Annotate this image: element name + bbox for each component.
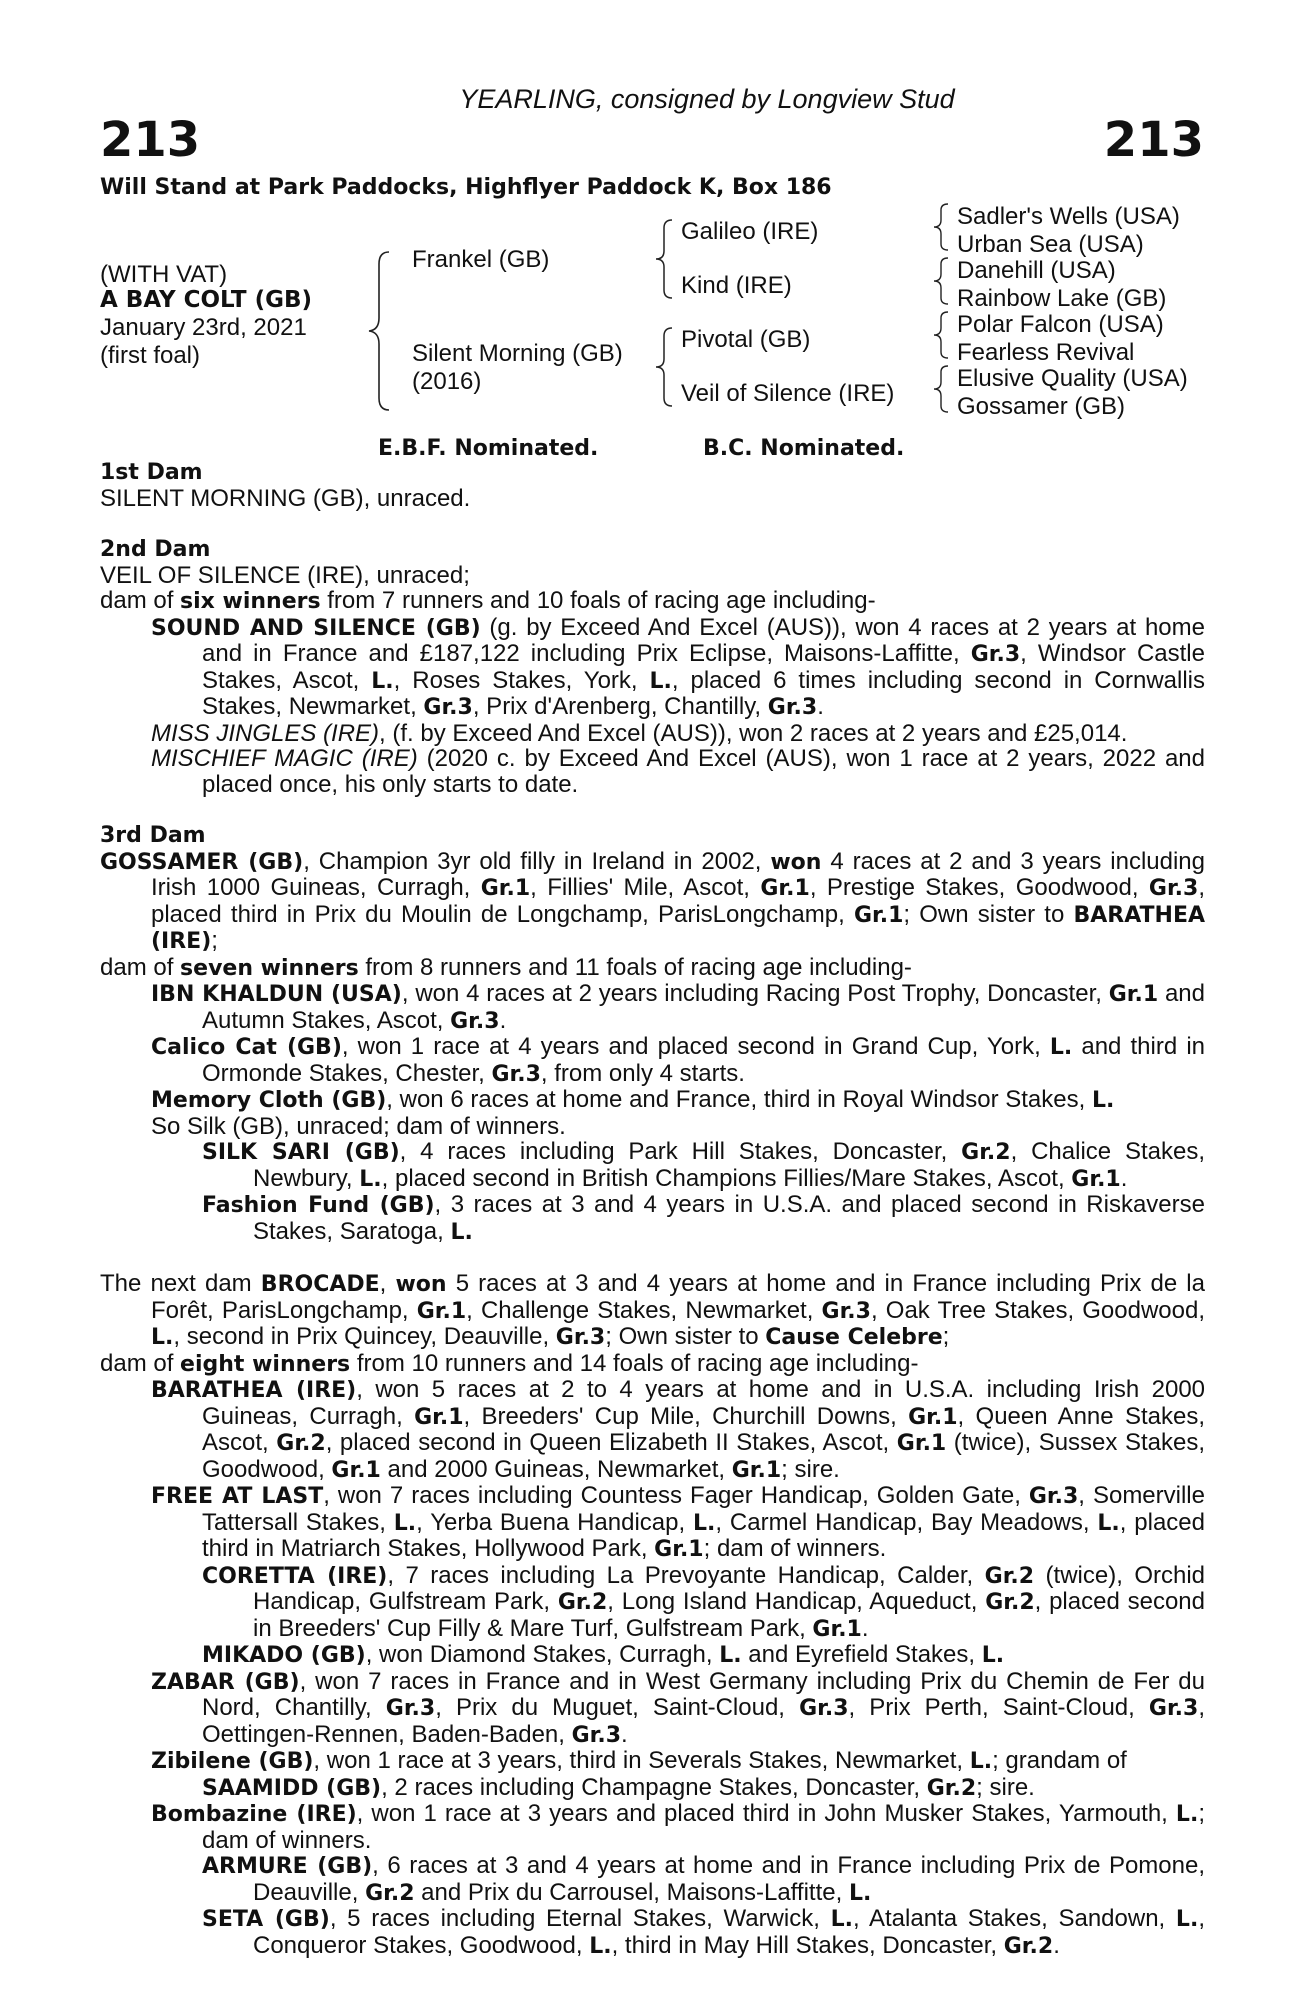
pedigree-brace-sire — [652, 218, 676, 300]
first-dam-text: SILENT MORNING (GB), unraced. — [100, 484, 471, 512]
third-dam-entry: GOSSAMER (GB), Champion 3yr old filly in Ireland in 2002, won 4 races at 2 and 3 years including Irish 1000 Guineas, Curragh, Gr.1, Fillies' Mile, Ascot, Gr.1, Prestige Stakes, Goodwood, Gr.3, placed third in Prix du Moulin de Longchamp, ParisLongchamp, Gr.1; Own sister to BARATHEA (IRE); — [100, 847, 1206, 954]
second-dam-line1: VEIL OF SILENCE (IRE), unraced; — [100, 561, 470, 589]
produce-entry: FREE AT LAST, won 7 races including Countess Fager Handicap, Golden Gate, Gr.3, Somerville Tattersall Stakes, L., Yerba Buena Handicap, L., Carmel Handicap, Bay Meadows, L., placed third in Matriarch Stakes, Hollywood Park, Gr.1; dam of winners. — [151, 1482, 1206, 1562]
produce-entry: SOUND AND SILENCE (GB) (g. by Exceed And Excel (AUS)), won 4 races at 2 years at home and in France and £187,122 including Prix Eclipse, Maisons-Laffitte, Gr.3, Windsor Castle Stakes, Ascot, L., Roses Stakes, York, L., placed 6 times including second in Cornwallis Stakes, Newmarket, Gr.3, Prix d'Arenberg, Chantilly, Gr.3. — [151, 613, 1205, 720]
produce-entry: MISS JINGLES (IRE), (f. by Exceed And Excel (AUS)), won 2 races at 2 years and £25,014. — [151, 719, 1128, 747]
gg-ssd: Urban Sea (USA) — [957, 231, 1144, 258]
stand-location: Will Stand at Park Paddocks, Highflyer Paddock K, Box 186 — [100, 175, 832, 200]
sale-subtitle: YEARLING, consigned by Longview Stud — [459, 84, 955, 114]
produce-entry: MISCHIEF MAGIC (IRE) (2020 c. by Exceed And Excel (AUS), won 1 race at 2 years, 2022 and placed once, his only starts to date. — [151, 745, 1205, 798]
grandproduce-entry: SAAMIDD (GB), 2 races including Champagne Stakes, Doncaster, Gr.2; sire. — [202, 1773, 1035, 1801]
gg-dds: Elusive Quality (USA) — [957, 365, 1188, 392]
produce-entry: Bombazine (IRE), won 1 race at 3 years and placed third in John Musker Stakes, Yarmouth, L.; dam of winners. — [151, 1800, 1205, 1854]
produce-entry: IBN KHALDUN (USA), won 4 races at 2 years including Racing Post Trophy, Doncaster, Gr.1 and Autumn Stakes, Ascot, Gr.3. — [151, 980, 1205, 1034]
dam-name: Silent Morning (GB) — [412, 340, 623, 367]
gg-sdd: Rainbow Lake (GB) — [957, 285, 1167, 312]
produce-entry: So Silk (GB), unraced; dam of winners. — [151, 1112, 566, 1140]
produce-entry: BARATHEA (IRE), won 5 races at 2 to 4 years at home and in U.S.A. including Irish 2000 Guineas, Curragh, Gr.1, Breeders' Cup Mile, Churchill Downs, Gr.1, Queen Anne Stakes, Ascot, Gr.2, placed second in Queen Elizabeth II Stakes, Ascot, Gr.1 (twice), Sussex Stakes, Goodwood, Gr.1 and 2000 Guineas, Newmarket, Gr.1; sire. — [151, 1376, 1206, 1483]
grandproduce-entry: CORETTA (IRE), 7 races including La Prevoyante Handicap, Calder, Gr.2 (twice), Orchid Handicap, Gulfstream Park, Gr.2, Long Island Handicap, Aqueduct, Gr.2, placed second in Breeders' Cup Filly & Mare Turf, Gulfstream Park, Gr.1. — [202, 1561, 1206, 1642]
dam-dam: Veil of Silence (IRE) — [681, 380, 895, 407]
produce-entry: Zibilene (GB), won 1 race at 3 years, third in Severals Stakes, Newmarket, L.; grandam of — [151, 1747, 1127, 1774]
third-dam-heading: 3rd Dam — [100, 823, 206, 848]
grandproduce-entry: ARMURE (GB), 6 races at 3 and 4 years at home and in France including Prix de Pomone, Deauville, Gr.2 and Prix du Carrousel, Maisons-Laffitte, L. — [202, 1852, 1205, 1906]
dam-year: (2016) — [412, 368, 482, 395]
next-dam-produce-summary: dam of eight winners from 10 runners and 14 foals of racing age including- — [100, 1349, 919, 1377]
sire-dam: Kind (IRE) — [681, 272, 792, 299]
next-dam-entry: The next dam BROCADE, won 5 races at 3 and 4 years at home and in France including Prix de la Forêt, ParisLongchamp, Gr.1, Challenge Stakes, Newmarket, Gr.3, Oak Tree Stakes, Goodwood, L., second in Prix Quincey, Deauville, Gr.3; Own sister to Cause Celebre; — [100, 1270, 1206, 1350]
lot-number-left: 213 — [100, 112, 201, 168]
gg-sss: Sadler's Wells (USA) — [957, 203, 1180, 230]
produce-entry: Calico Cat (GB), won 1 race at 4 years and placed second in Grand Cup, York, L. and third in Ormonde Stakes, Chester, Gr.3, from only 4 starts. — [151, 1033, 1205, 1087]
second-dam-produce-summary: dam of six winners from 7 runners and 10 foals of racing age including- — [100, 587, 876, 614]
produce-entry: Memory Cloth (GB), won 6 races at home and France, third in Royal Windsor Stakes, L. — [151, 1086, 1115, 1113]
dam-sire: Pivotal (GB) — [681, 326, 811, 353]
grandproduce-entry: SILK SARI (GB), 4 races including Park Hill Stakes, Doncaster, Gr.2, Chalice Stakes, Newbury, L., placed second in British Champions Fillies/Mare Stakes, Ascot, Gr.1. — [202, 1138, 1205, 1192]
grandproduce-entry: Fashion Fund (GB), 3 races at 3 and 4 years in U.S.A. and placed second in Riskaverse Stakes, Saratoga, L. — [202, 1191, 1205, 1245]
sire-sire: Galileo (IRE) — [681, 218, 819, 245]
horse-dob: January 23rd, 2021 — [100, 314, 307, 341]
pedigree-braces-grand — [930, 202, 952, 422]
pedigree-brace-dam — [652, 326, 676, 408]
gg-ddd: Gossamer (GB) — [957, 393, 1126, 420]
horse-name: A BAY COLT (GB) — [100, 287, 313, 313]
gg-dss: Polar Falcon (USA) — [957, 311, 1164, 338]
bc-nomination: B.C. Nominated. — [703, 436, 905, 461]
produce-entry: ZABAR (GB), won 7 races in France and in West Germany including Prix du Chemin de Fer du Nord, Chantilly, Gr.3, Prix du Muguet, Saint-Cloud, Gr.3, Prix Perth, Saint-Cloud, Gr.3, Oettingen-Rennen, Baden-Baden, Gr.3. — [151, 1667, 1206, 1748]
catalogue-body — [100, 460, 1205, 1959]
lot-number-right: 213 — [1103, 112, 1204, 168]
third-dam-produce-summary: dam of seven winners from 8 runners and 11 foals of racing age including- — [100, 953, 912, 981]
sire-name: Frankel (GB) — [412, 246, 550, 273]
gg-dsd: Fearless Revival — [957, 339, 1135, 366]
horse-note: (first foal) — [100, 342, 201, 369]
pedigree-brace-main — [365, 250, 395, 412]
grandproduce-entry: MIKADO (GB), won Diamond Stakes, Curragh, L. and Eyrefield Stakes, L. — [202, 1641, 1005, 1668]
grandproduce-entry: SETA (GB), 5 races including Eternal Stakes, Warwick, L., Atalanta Stakes, Sandown, L., Conqueror Stakes, Goodwood, L., third in May Hill Stakes, Doncaster, Gr.2. — [202, 1905, 1205, 1959]
second-dam-heading: 2nd Dam — [100, 537, 211, 562]
vat-note: (WITH VAT) — [100, 261, 228, 288]
ebf-nomination: E.B.F. Nominated. — [378, 436, 599, 461]
gg-sds: Danehill (USA) — [957, 257, 1116, 284]
first-dam-heading: 1st Dam — [100, 460, 203, 485]
